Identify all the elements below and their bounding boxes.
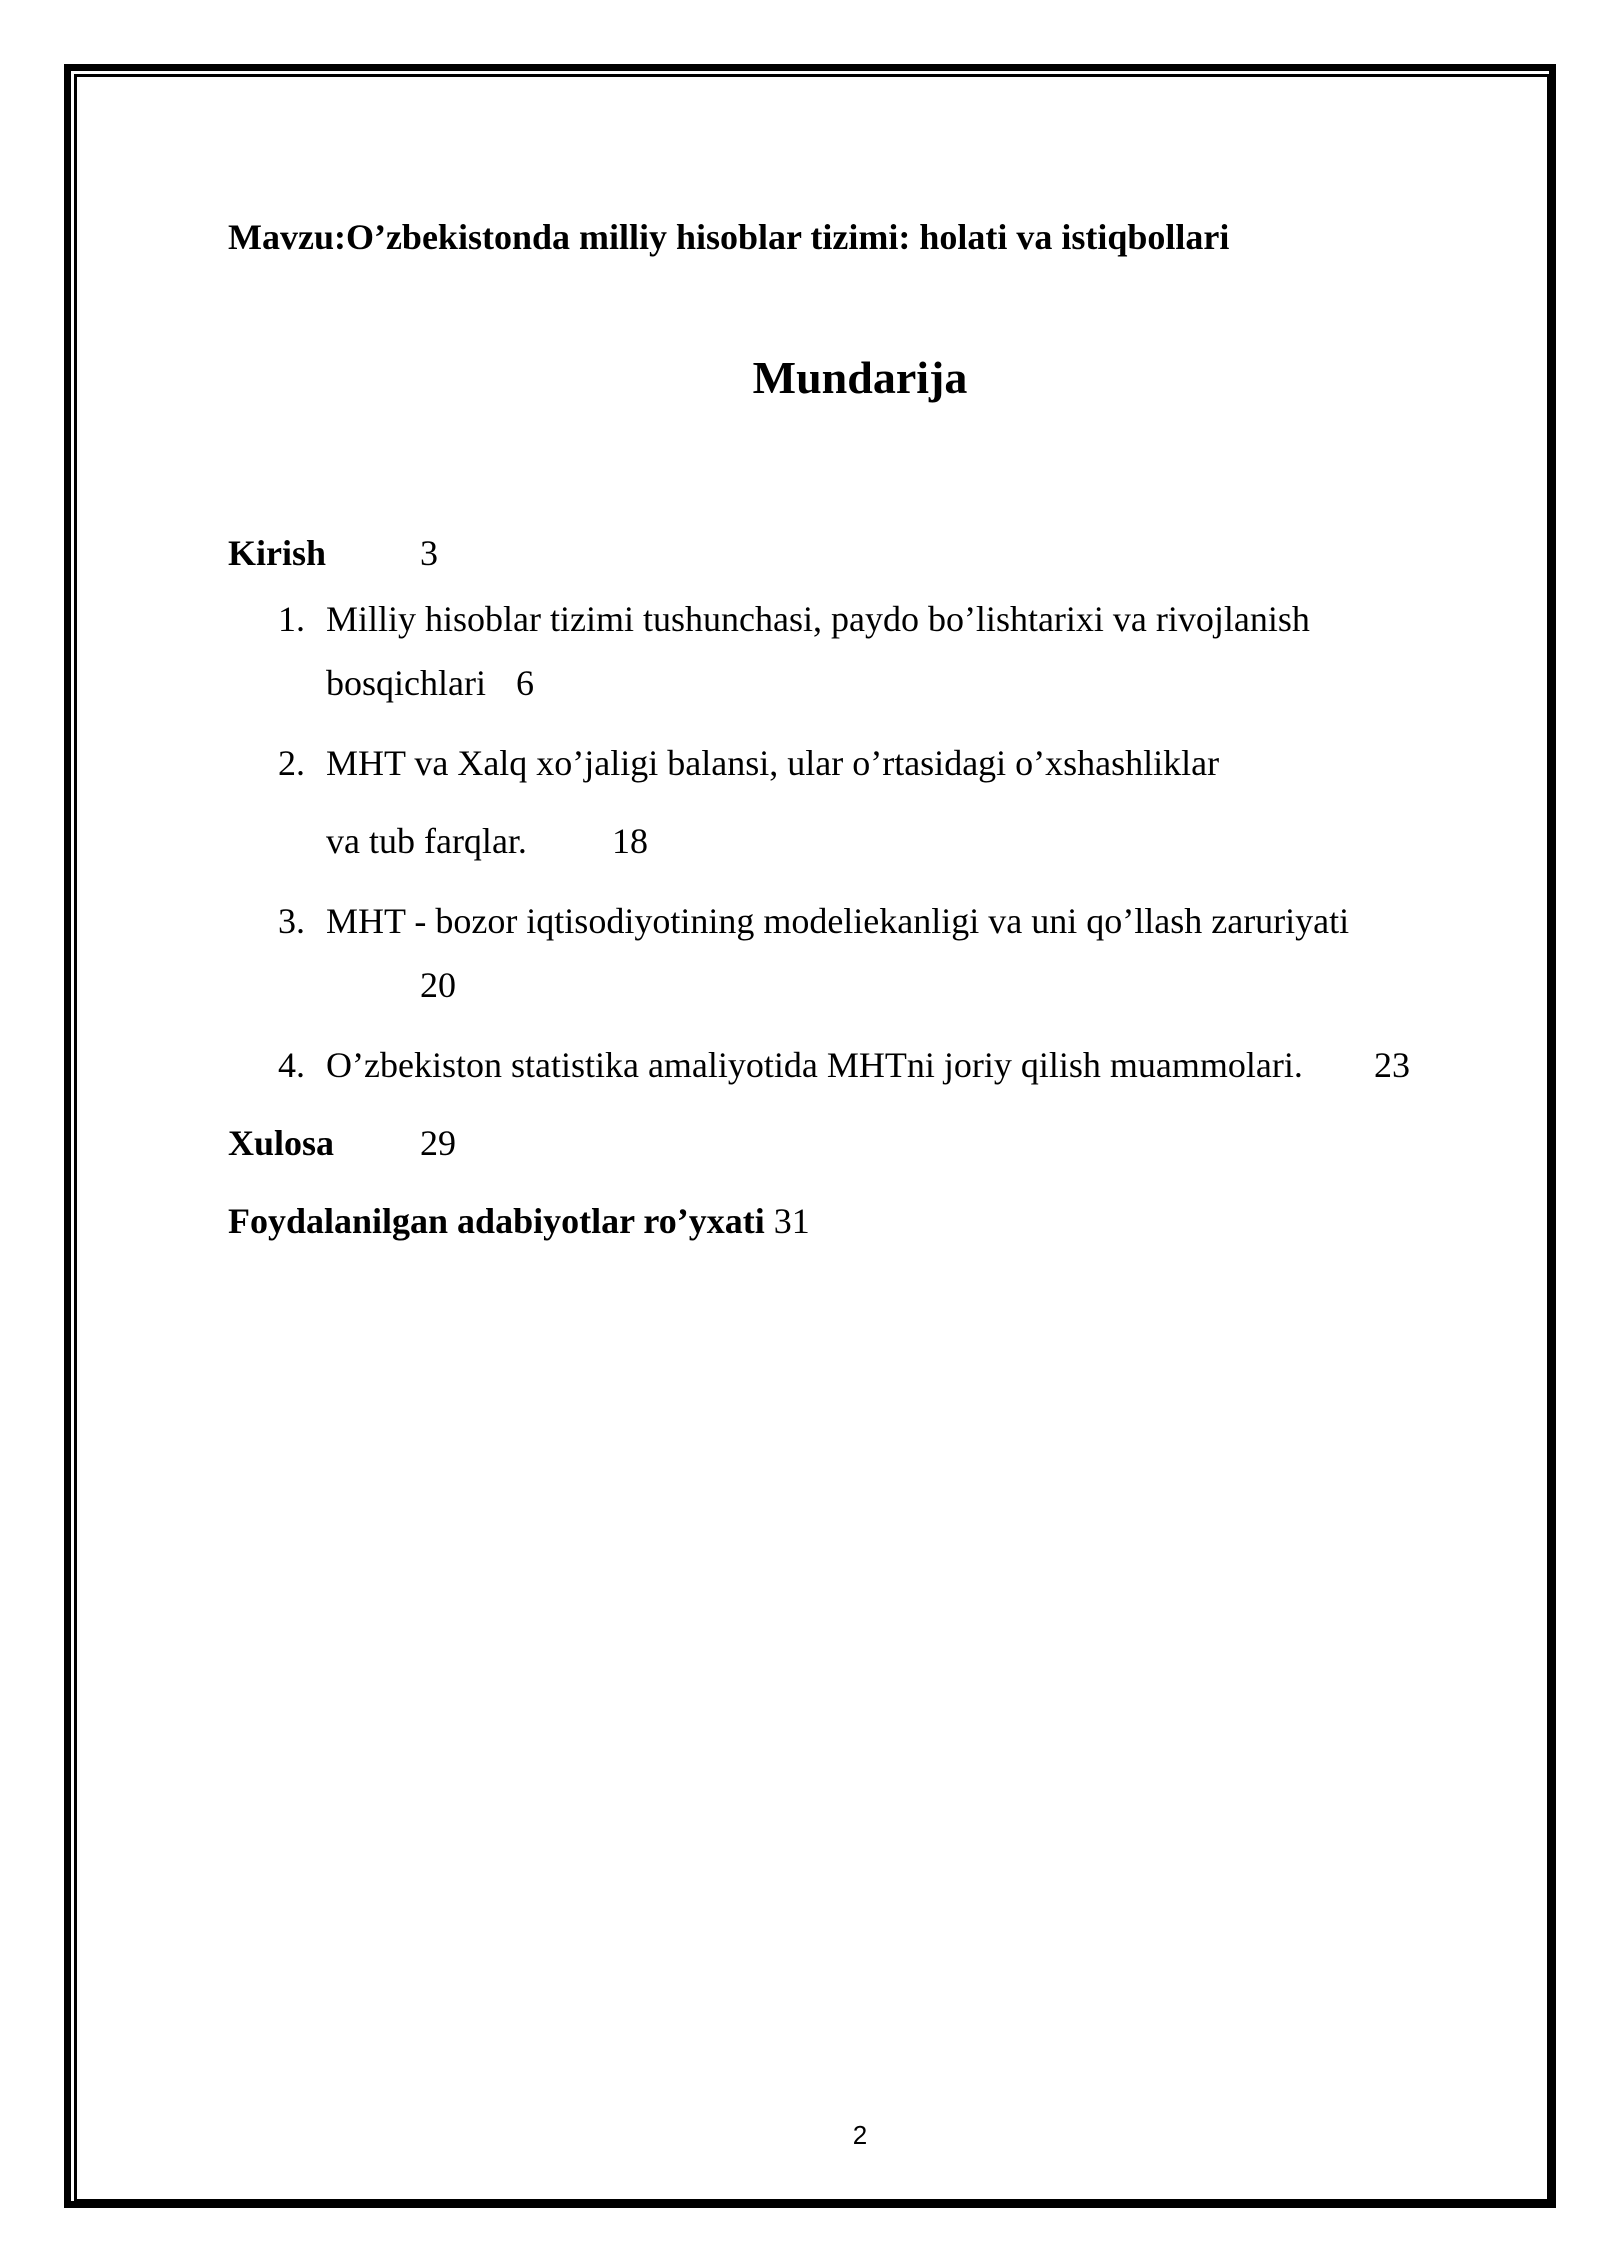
toc-references-label: Foydalanilgan adabiyotlar ro’yxati (228, 1201, 765, 1241)
toc-intro-label: Kirish (228, 533, 327, 573)
page-number: 2 (852, 2120, 868, 2150)
toc-item-4-line1: O’zbekiston statistika amaliyotida MHTni joriy qilish muammolari. (326, 1045, 1303, 1085)
toc-item-3-page: 20 (420, 965, 456, 1005)
toc-item-3-number: 3. (278, 901, 305, 941)
toc-item-2-number: 2. (278, 743, 305, 783)
toc-item-1-page: 6 (516, 663, 534, 703)
toc-heading: Mundarija (752, 352, 968, 403)
toc-item-2-page: 18 (612, 821, 648, 861)
toc-item-2-line2: va tub farqlar. (326, 821, 527, 861)
toc-conclusion-label: Xulosa (228, 1123, 335, 1163)
toc-item-3-line1: MHT - bozor iqtisodiyotining modeliekanligi va uni qo’llash zaruriyati (326, 901, 1350, 941)
toc-item-4-number: 4. (278, 1045, 305, 1085)
toc-item-1-number: 1. (278, 599, 305, 639)
toc-item-2-line1: MHT va Xalq xo’jaligi balansi, ular o’rtasidagi o’xshashliklar (326, 743, 1220, 783)
toc-references-page: 31 (773, 1201, 810, 1241)
toc-item-1-line2: bosqichlari (326, 663, 486, 703)
toc-intro-page: 3 (420, 533, 438, 573)
toc-conclusion-page: 29 (420, 1123, 456, 1163)
toc-item-4-page: 23 (1374, 1045, 1410, 1085)
toc-references (228, 1200, 810, 1243)
toc-item-1-line1: Milliy hisoblar tizimi tushunchasi, paydo bo’lishtarixi va rivojlanish (326, 599, 1310, 639)
document-topic: Mavzu:O’zbekistonda milliy hisoblar tizimi: holati va istiqbollari (228, 217, 1230, 257)
